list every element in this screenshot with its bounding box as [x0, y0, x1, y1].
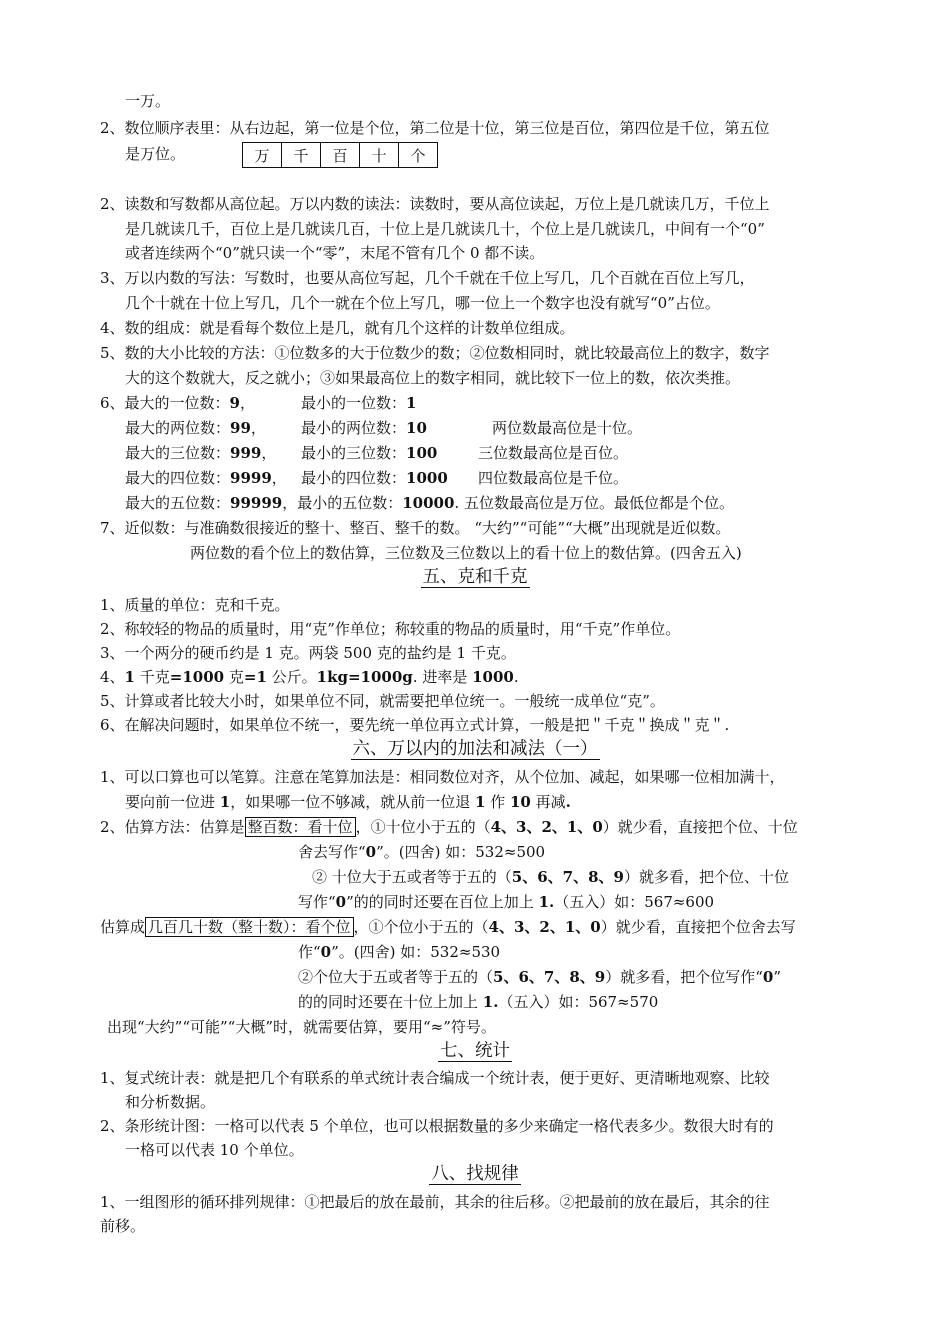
text-line: 3、一个两分的硬币约是 1 克。两袋 500 克的盐约是 1 千克。 — [100, 644, 516, 662]
text-line: 两位数的看个位上的数估算，三位数及三位数以上的看十位上的数估算。(四舍五入) — [190, 544, 742, 562]
largest-smallest-row: 最小的三位数：100 — [301, 444, 438, 462]
text-line: 4、数的组成：就是看每个数位上是几，就有几个这样的计数单位组成。 — [100, 319, 575, 337]
estimation-row: 估算成 几百几十数（整十数）：看个位 ，①个位小于五的（4、3、2、1、0）就少看，直接把个位舍去写 — [100, 918, 796, 936]
text-line: 5、计算或者比较大小时，如果单位不同，就需要把单位统一。一般统一成单位“克”。 — [100, 692, 665, 710]
text-line: 前移。 — [100, 1217, 146, 1235]
text-line: 2、数位顺序表里：从右边起，第一位是个位，第二位是十位，第三位是百位，第四位是千位，第五位 — [100, 119, 770, 137]
largest-smallest-row: 最小的一位数：1 — [301, 394, 417, 412]
estimation-row: 写作“0”的的同时还要在百位上加上 1.（五入）如：567≈600 — [298, 893, 715, 911]
place-value-cell: 万 — [243, 143, 282, 168]
text-line: 1、复式统计表：就是把几个有联系的单式统计表合编成一个统计表，便于更好、更清晰地观察、比较 — [100, 1069, 770, 1087]
text-line: 和分析数据。 — [125, 1093, 216, 1111]
text-line: 7、近似数：与准确数很接近的整十、整百、整千的数。 “大约”“可能”“大概”出现就是近似数。 — [100, 519, 731, 537]
estimation-row: ②个位大于五或者等于五的（5、6、7、8、9）就多看，把个位写作“0” — [298, 968, 781, 986]
largest-smallest-row: 最小的两位数：10 — [301, 419, 427, 437]
largest-smallest-row: 最大的三位数：999， — [125, 444, 277, 462]
text-line: 是万位。 — [125, 145, 186, 163]
estimation-row: 的的同时还要在十位上加上 1.（五入）如：567≈570 — [298, 993, 659, 1011]
text-line: 1、质量的单位：克和千克。 — [100, 596, 290, 614]
text-line: 出现“大约”“可能”“大概”时，就需要估算，要用“≈”符号。 — [107, 1018, 496, 1036]
tens-estimation-box: 几百几十数（整十数）：看个位 — [145, 917, 354, 937]
highest-place-note: 四位数最高位是千位。 — [478, 469, 629, 487]
text-line: 一万。 — [125, 92, 171, 110]
highest-place-note: 三位数最高位是百位。 — [478, 444, 629, 462]
text-line: 1、一组图形的循环排列规律：①把最后的放在最前，其余的往后移。②把最前的放在最后，其余的往 — [100, 1193, 770, 1211]
text-line: 2、条形统计图：一格可以代表 5 个单位，也可以根据数量的多少来确定一格代表多少。数很大时有的 — [100, 1117, 774, 1135]
place-value-cell: 十 — [360, 143, 399, 168]
carry-line: 要向前一位进 1，如果哪一位不够减，就从前一位退 1 作 10 再减. — [125, 793, 571, 811]
section-heading: 八、找规律 — [431, 1164, 519, 1184]
largest-smallest-row: 最大的五位数：99999，最小的五位数：10000. 五位数最高位是万位。最低位都是个位。 — [125, 494, 734, 512]
text-line: 大的这个数就大，反之就小；③如果最高位上的数字相同，就比较下一位上的数，依次类推。 — [125, 369, 741, 387]
largest-smallest-row: 最大的两位数：99， — [125, 419, 266, 437]
hundreds-estimation-box: 整百数：看十位 — [245, 817, 356, 837]
text-line: 1、可以口算也可以笔算。注意在笔算加法是：相同数位对齐，从个位加、减起，如果哪一位相加满十， — [100, 768, 785, 786]
units-line: 4、1 千克=1000 克=1 公斤。1kg=1000g. 进率是 1000. — [100, 668, 519, 686]
text-line: 2、称较轻的物品的质量时，用“克”作单位；称较重的物品的质量时，用“千克”作单位。 — [100, 620, 681, 638]
text-line: 5、数的大小比较的方法：①位数多的大于位数少的数；②位数相同时，就比较最高位上的数字，数字 — [100, 344, 770, 362]
estimation-row: ② 十位大于五或者等于五的（5、6、7、8、9）就多看，把个位、十位 — [312, 868, 789, 886]
place-value-table — [242, 142, 438, 168]
section-heading: 五、克和千克 — [422, 567, 528, 587]
place-value-cell: 千 — [282, 143, 321, 168]
text-line: 6、在解决问题时，如果单位不统一，要先统一单位再立式计算，一般是把＂千克＂换成＂克＂. — [100, 716, 730, 734]
text-line: 一格可以代表 10 个单位。 — [125, 1141, 304, 1159]
largest-smallest-row: 6、最大的一位数：9， — [100, 394, 255, 412]
text-line: 2、读数和写数都从高位起。万以内数的读法：读数时，要从高位读起，万位上是几就读几万，千位上 — [100, 195, 770, 213]
estimation-row: 2、估算方法：估算是 整百数：看十位 ，①十位小于五的（4、3、2、1、0）就少看，直接把个位、十位 — [100, 818, 798, 836]
place-value-cell: 个 — [399, 143, 438, 168]
highest-place-note: 两位数最高位是十位。 — [492, 419, 643, 437]
text-line: 或者连续两个“0”就只读一个“零”，末尾不管有几个 0 都不读。 — [125, 244, 545, 262]
largest-smallest-row: 最大的四位数：9999， — [125, 469, 287, 487]
text-line: 几个十就在十位上写几，几个一就在个位上写几，哪一位上一个数字也没有就写“0”占位。 — [125, 294, 720, 312]
largest-smallest-row: 最小的四位数：1000 — [301, 469, 448, 487]
section-heading: 六、万以内的加法和减法（一） — [352, 739, 598, 759]
section-heading: 七、统计 — [440, 1041, 510, 1061]
estimation-row: 作“0”。(四舍) 如：532≈530 — [298, 943, 501, 961]
place-value-cell: 百 — [321, 143, 360, 168]
estimation-row: 舍去写作“0”。(四舍) 如：532≈500 — [298, 843, 546, 861]
text-line: 是几就读几千，百位上是几就读几百，十位上是几就读几十，个位上是几就读几，中间有一个“0” — [125, 220, 765, 238]
text-line: 3、万以内数的写法：写数时，也要从高位写起，几个千就在千位上写几，几个百就在百位上写几， — [100, 269, 755, 287]
